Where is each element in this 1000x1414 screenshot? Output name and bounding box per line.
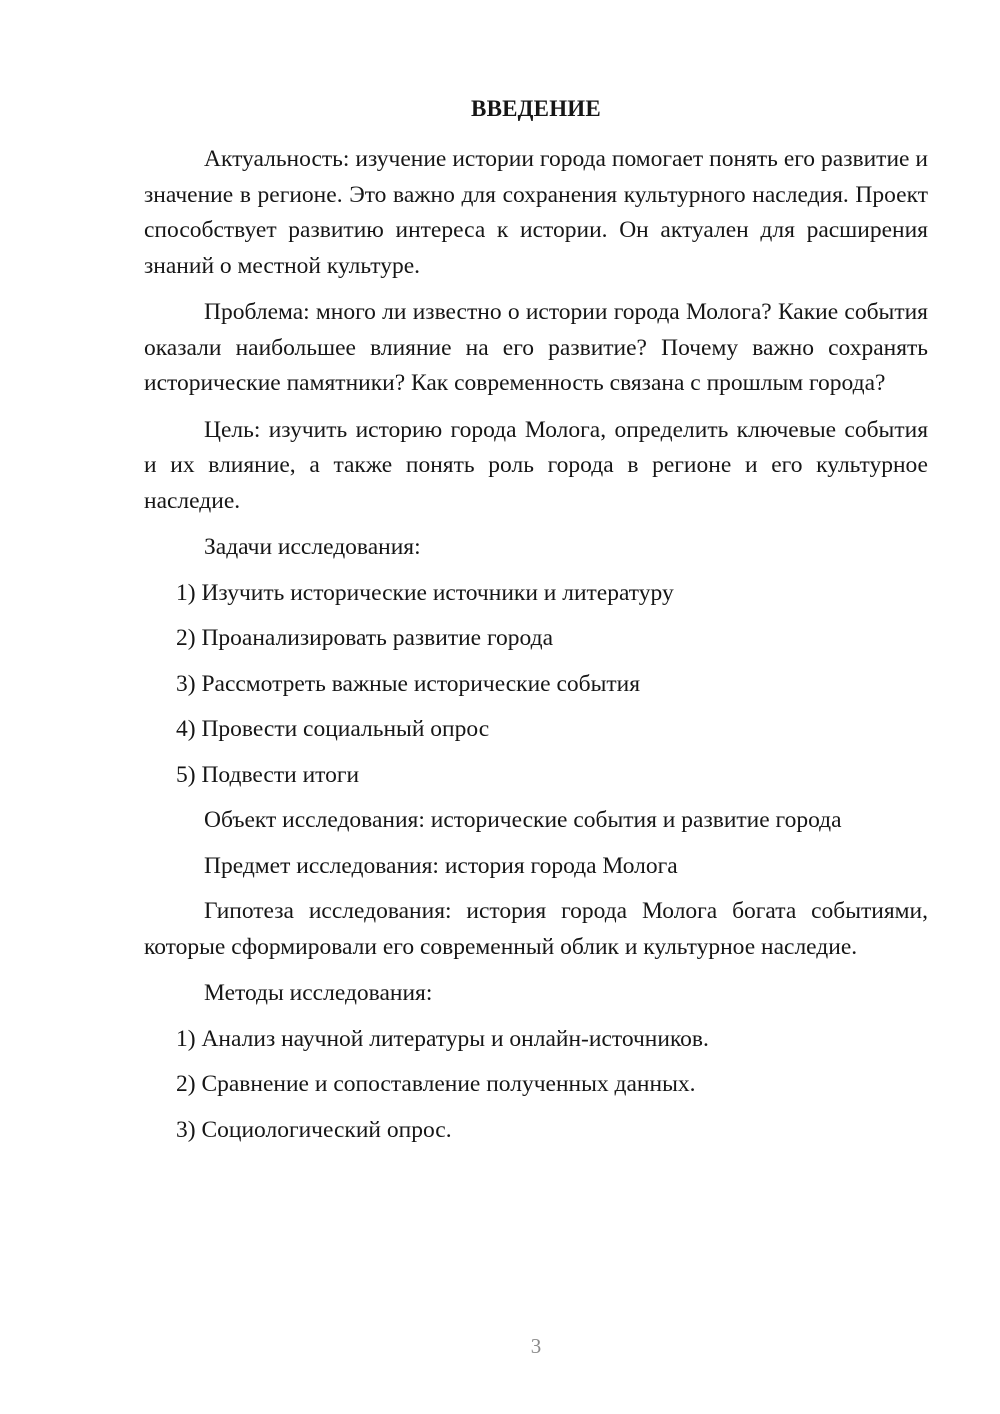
hypothesis-paragraph: Гипотеза исследования: история города Молога богата событиями, которые сформировали его современный облик и культурное наследие. [144,898,928,960]
method-item: 3) Социологический опрос. [176,1116,452,1143]
page-number: 3 [530,1334,542,1358]
goal-paragraph: Цель: изучить историю города Молога, определить ключевые события и их влияние, а также понять роль города в регионе и его культурное наследие. [144,416,928,514]
relevance-paragraph: Актуальность: изучение истории города помогает понять его развитие и значение в регионе. Это важно для сохранения культурного наследия. Проект способствует развитию интереса к истории. Он актуален для расширения знаний о местной культуре. [144,146,928,279]
object-line: Объект исследования: исторические события и развитие города [204,807,842,833]
task-item: 3) Рассмотреть важные исторические события [176,670,641,697]
method-item: 2) Сравнение и сопоставление полученных данных. [176,1071,696,1097]
tasks-heading: Задачи исследования: [204,534,421,560]
method-item: 1) Анализ научной литературы и онлайн-источников. [176,1025,709,1052]
task-item: 1) Изучить исторические источники и литературу [176,579,674,606]
subject-line: Предмет исследования: история города Молога [204,852,678,879]
problem-paragraph: Проблема: много ли известно о истории города Молога? Какие события оказали наибольшее влияние на его развитие? Почему важно сохранять исторические памятники? Как современность связана с прошлым города? [144,299,928,396]
methods-heading: Методы исследования: [204,980,433,1006]
page-title: ВВЕДЕНИЕ [471,96,601,121]
task-item: 5) Подвести итоги [176,761,360,788]
task-item: 4) Провести социальный опрос [176,716,490,742]
document-body [144,142,928,1158]
task-item: 2) Проанализировать развитие города [176,625,553,651]
